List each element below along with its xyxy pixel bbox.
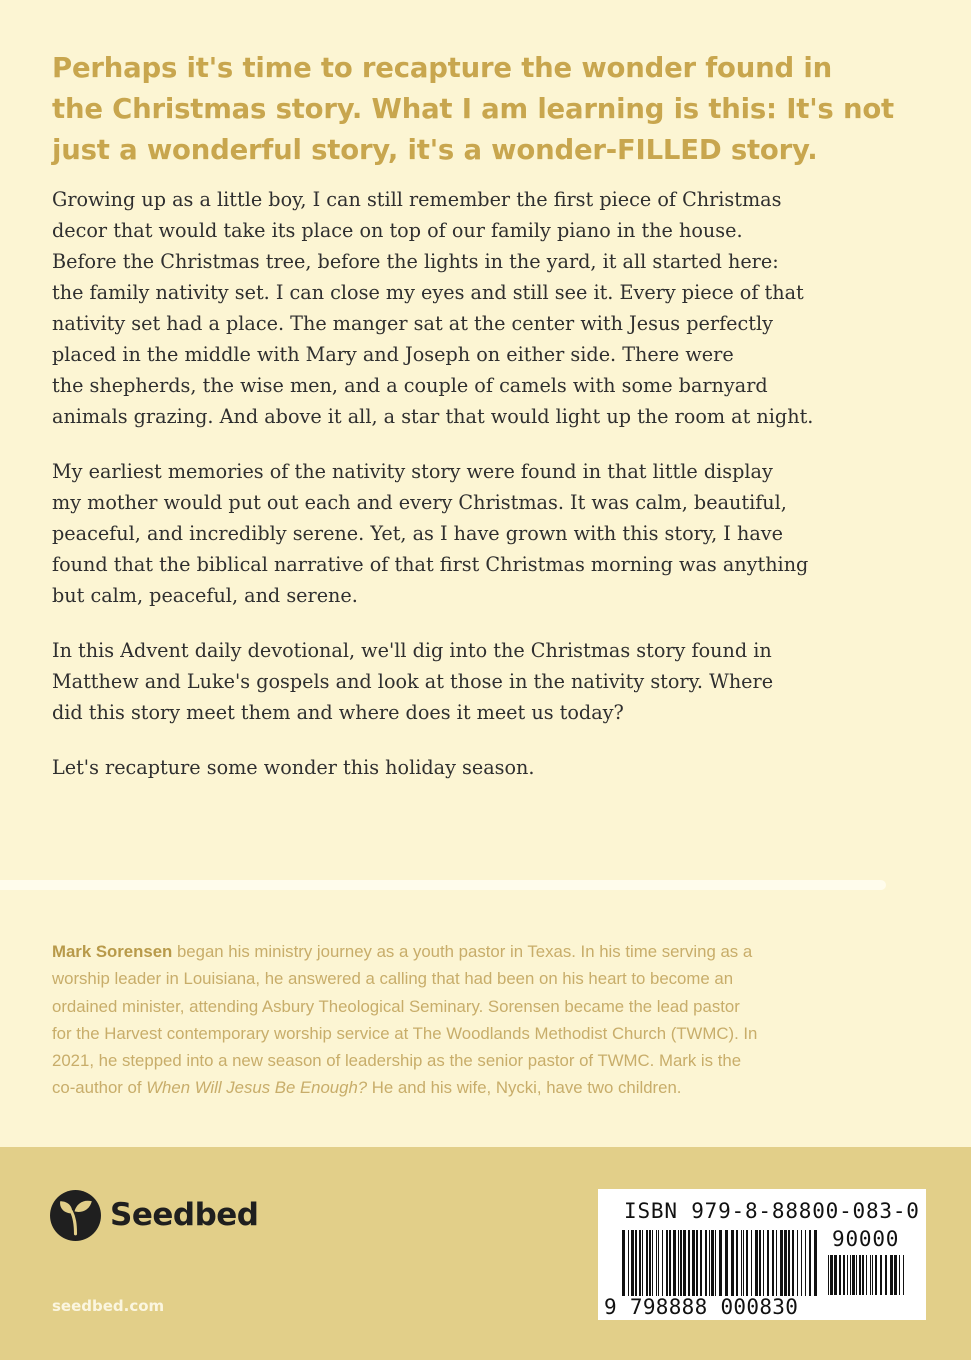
- body-line: did this story meet them and where does it meet us today?: [52, 701, 624, 724]
- barcode-bar: [767, 1230, 769, 1296]
- barcode-bar: [856, 1255, 857, 1295]
- bio-text: began his ministry journey as a youth pastor in Texas. In his time serving as a: [172, 942, 753, 961]
- barcode-bar: [814, 1230, 817, 1296]
- body-line: my mother would put out each and every Christmas. It was calm, beautiful,: [52, 491, 787, 514]
- barcode-bar: [673, 1230, 676, 1296]
- body-line: peaceful, and incredibly serene. Yet, as I have grown with this story, I have: [52, 522, 783, 545]
- barcode-bar: [646, 1230, 648, 1296]
- barcode-bar: [847, 1255, 848, 1295]
- paragraph: [52, 456, 922, 611]
- barcode-bar: [839, 1255, 841, 1295]
- body-line: Before the Christmas tree, before the lights in the yard, it all started here:: [52, 250, 779, 273]
- barcode-bar: [631, 1230, 634, 1296]
- barcode-bar: [656, 1230, 657, 1296]
- barcode-bar: [809, 1230, 811, 1296]
- barcode-bar: [751, 1230, 752, 1296]
- publisher-logo: [49, 1190, 258, 1240]
- body-line: the family nativity set. I can close my eyes and still see it. Every piece of that: [52, 281, 804, 304]
- barcode-bar: [780, 1230, 783, 1296]
- barcode-bar: [776, 1230, 777, 1296]
- barcode-bar: [890, 1255, 893, 1295]
- barcode-bar: [709, 1230, 710, 1296]
- barcode-bar: [859, 1255, 861, 1295]
- footer: [0, 1147, 971, 1360]
- headline-line: the Christmas story. What I am learning is this: It's not: [52, 93, 894, 125]
- barcode-bar: [700, 1230, 702, 1296]
- barcode-bar: [635, 1230, 637, 1296]
- barcode-bar: [866, 1255, 867, 1295]
- author-bio: [52, 938, 932, 1102]
- bio-line: worship leader in Louisiana, he answered a calling that had been on his heart to become an: [52, 969, 734, 989]
- body-line: Matthew and Luke's gospels and look at those in the nativity story. Where: [52, 670, 774, 693]
- price-barcode-bars: [828, 1255, 906, 1295]
- barcode-bar: [649, 1230, 651, 1296]
- barcode-bar: [801, 1230, 802, 1296]
- paragraph: [52, 635, 922, 728]
- publisher-name: Seedbed: [110, 1197, 259, 1233]
- seedbed-logo-icon: [49, 1189, 102, 1242]
- body-line: decor that would take its place on top of our family piano in the house.: [52, 219, 743, 242]
- barcode-bar: [719, 1230, 722, 1296]
- barcode-bar: [880, 1255, 882, 1295]
- body-line: found that the biblical narrative of that first Christmas morning was anything: [52, 553, 809, 576]
- barcode-bar: [743, 1230, 744, 1296]
- barcode-bar: [741, 1230, 742, 1296]
- barcode-bar: [658, 1230, 659, 1296]
- barcode-bar: [870, 1255, 871, 1295]
- barcode-bar: [830, 1255, 833, 1295]
- bio-line: [52, 1074, 932, 1101]
- barcode-bar: [872, 1255, 873, 1295]
- barcode-bars: [622, 1230, 818, 1296]
- body-line: Let's recapture some wonder this holiday season.: [52, 756, 535, 779]
- barcode-bar: [666, 1230, 668, 1296]
- barcode-bar: [797, 1230, 798, 1296]
- isbn-label: ISBN 979-8-88800-083-0: [624, 1199, 920, 1223]
- barcode-bar: [843, 1255, 845, 1295]
- body-copy: [52, 184, 922, 807]
- author-name: Mark Sorensen: [52, 942, 173, 961]
- barcode-bar: [772, 1230, 774, 1296]
- barcode-bar: [705, 1230, 707, 1296]
- body-line: placed in the middle with Mary and Joseph on either side. There were: [52, 343, 734, 366]
- bio-text: He and his wife, Nycki, have two children.: [367, 1078, 682, 1098]
- body-line: animals grazing. And above it all, a star that would light up the room at night.: [52, 405, 814, 428]
- barcode-bar: [711, 1230, 714, 1296]
- barcode-bar: [805, 1230, 806, 1296]
- headline-line: just a wonderful story, it's a wonder-FILLED story.: [52, 134, 818, 166]
- barcode-bar: [652, 1230, 653, 1296]
- barcode-bar: [759, 1230, 761, 1296]
- book-title: When Will Jesus Be Enough?: [146, 1078, 368, 1098]
- barcode-bar: [788, 1230, 790, 1296]
- barcode-bar: [784, 1230, 787, 1296]
- paragraph: [52, 752, 922, 783]
- body-line: nativity set had a place. The manger sat at the center with Jesus perfectly: [52, 312, 773, 335]
- barcode-bar: [755, 1230, 758, 1296]
- barcode-bar: [792, 1230, 794, 1296]
- barcode-bar: [746, 1230, 748, 1296]
- barcode-bar: [628, 1230, 629, 1296]
- barcode-bar: [834, 1255, 837, 1295]
- barcode-bar: [622, 1230, 625, 1296]
- publisher-url[interactable]: seedbed.com: [52, 1297, 165, 1315]
- bio-line: 2021, he stepped into a new season of leadership as the senior pastor of TWMC. Mark is the: [52, 1051, 742, 1071]
- barcode-bar: [669, 1230, 671, 1296]
- barcode-bar: [642, 1230, 643, 1296]
- barcode-bar: [736, 1230, 738, 1296]
- barcode-bar: [680, 1230, 682, 1296]
- paragraph: [52, 184, 922, 432]
- headline: [52, 48, 932, 171]
- divider: [0, 880, 886, 890]
- barcode-bar: [639, 1230, 641, 1296]
- barcode-bar: [862, 1255, 864, 1295]
- bio-text: co-author of: [52, 1078, 147, 1098]
- barcode-bar: [903, 1255, 904, 1295]
- barcode-bar: [875, 1255, 877, 1295]
- barcode-bar: [850, 1255, 851, 1295]
- price-code: 90000: [832, 1227, 900, 1251]
- bio-line: [52, 938, 932, 965]
- barcode-bar: [688, 1230, 690, 1296]
- body-line: In this Advent daily devotional, we'll dig into the Christmas story found in: [52, 639, 772, 662]
- ean-digits: 9 798888 000830: [604, 1295, 799, 1319]
- body-line: My earliest memories of the nativity story were found in that little display: [52, 460, 773, 483]
- barcode-bar: [731, 1230, 734, 1296]
- barcode: [598, 1189, 926, 1320]
- barcode-bar: [899, 1255, 900, 1295]
- barcode-bar: [715, 1230, 716, 1296]
- barcode-bar: [662, 1230, 663, 1296]
- barcode-bar: [852, 1255, 855, 1295]
- barcode-bar: [696, 1230, 698, 1296]
- body-line: Growing up as a little boy, I can still remember the first piece of Christmas: [52, 188, 782, 211]
- barcode-bar: [885, 1255, 887, 1295]
- barcode-bar: [692, 1230, 695, 1296]
- body-line: but calm, peaceful, and serene.: [52, 584, 358, 607]
- barcode-bar: [763, 1230, 764, 1296]
- barcode-bar: [683, 1230, 686, 1296]
- barcode-bar: [678, 1230, 679, 1296]
- headline-line: Perhaps it's time to recapture the wonder found in: [52, 52, 832, 84]
- bio-line: ordained minister, attending Asbury Theological Seminary. Sorensen became the lead pastor: [52, 996, 740, 1016]
- bio-line: for the Harvest contemporary worship service at The Woodlands Methodist Church (TWMC). In: [52, 1023, 758, 1043]
- barcode-bar: [828, 1255, 829, 1295]
- barcode-bar: [725, 1230, 728, 1296]
- body-line: the shepherds, the wise men, and a couple of camels with some barnyard: [52, 374, 768, 397]
- barcode-bar: [894, 1255, 897, 1295]
